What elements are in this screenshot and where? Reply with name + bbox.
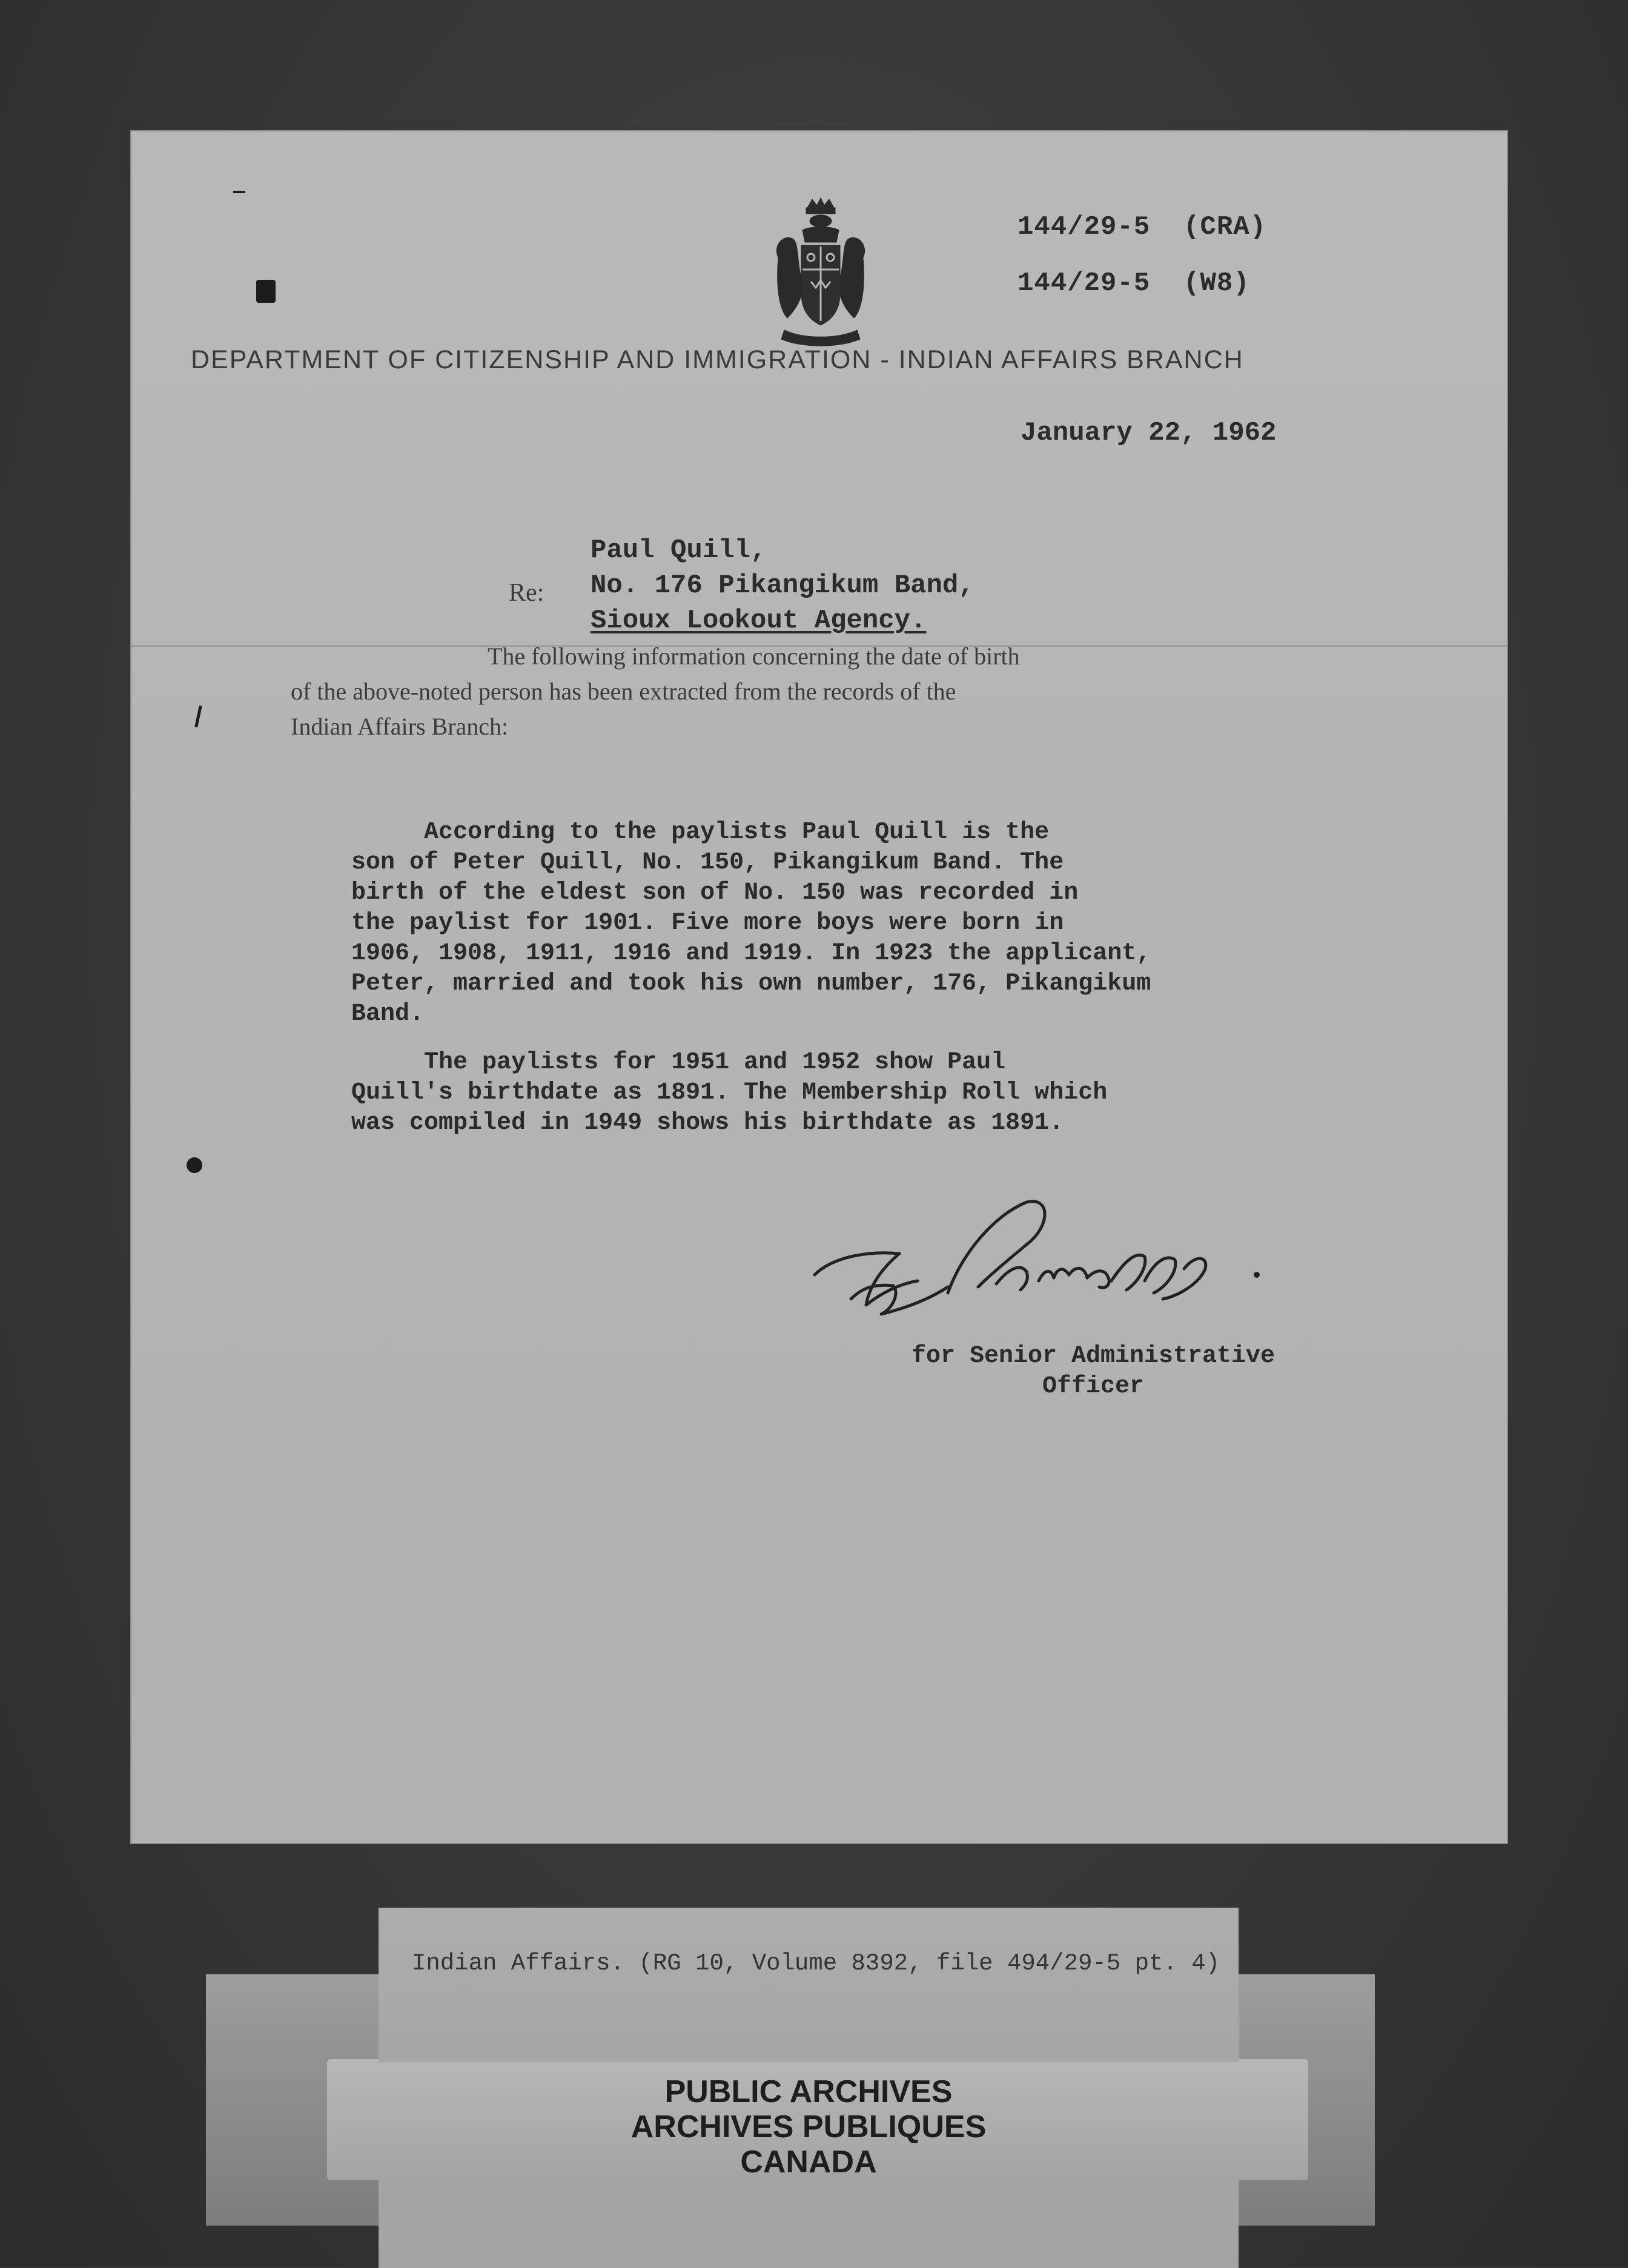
paragraph-line: birth of the eldest son of No. 150 was recorded in <box>351 879 1079 907</box>
paragraph-line: was compiled in 1949 shows his birthdate as 1891. <box>351 1109 1064 1137</box>
paragraph-line: Band. <box>351 1000 425 1028</box>
paragraph-line: Quill's birthdate as 1891. The Membership Roll which <box>351 1079 1108 1106</box>
paragraph-line: son of Peter Quill, No. 150, Pikangikum Band. The <box>351 849 1064 876</box>
intro-line: The following information concerning the date of birth <box>488 643 1020 670</box>
intro-line: Indian Affairs Branch: <box>291 713 509 740</box>
paragraph-birthdate <box>351 1048 1502 1139</box>
archive-stamp-line: ARCHIVES PUBLIQUES <box>630 2109 987 2144</box>
subject-name: Paul Quill, <box>591 535 767 566</box>
paragraph-line: the paylist for 1901. Five more boys were born in <box>351 910 1064 937</box>
paragraph-line: The paylists for 1951 and 1952 show Paul <box>351 1049 1006 1076</box>
intro-paragraph <box>291 639 1441 744</box>
archive-caption-cover <box>379 1908 1239 2062</box>
paragraph-line: Peter, married and took his own number, 176, Pikangikum <box>351 970 1151 997</box>
subject-block <box>591 533 974 638</box>
paragraph-line: 1906, 1908, 1911, 1916 and 1919. In 1923 the applicant, <box>351 940 1151 967</box>
paragraph-line: According to the paylists Paul Quill is the <box>351 819 1050 846</box>
paragraph-paylists <box>351 818 1502 1030</box>
scan-speck <box>187 1157 202 1173</box>
signatory-line: Officer <box>1042 1373 1145 1400</box>
file-reference-w8: 144/29-5 (W8) <box>1017 268 1250 299</box>
scan-speck <box>194 706 202 727</box>
re-label: Re: <box>509 579 544 607</box>
file-reference-cra: 144/29-5 (CRA) <box>1017 212 1267 242</box>
letter-sheet <box>130 130 1508 1844</box>
archive-caption: Indian Affairs. (RG 10, Volume 8392, file 494/29-5 pt. 4) <box>412 1950 1220 1977</box>
subject-agency: Sioux Lookout Agency. <box>591 606 927 636</box>
intro-line: of the above-noted person has been extracted from the records of the <box>291 678 956 705</box>
department-heading: DEPARTMENT OF CITIZENSHIP AND IMMIGRATION - INDIAN AFFAIRS BRANCH <box>191 345 1244 374</box>
letter-date: January 22, 1962 <box>1021 418 1277 448</box>
scan-speck <box>256 280 276 303</box>
coat-of-arms-icon <box>760 197 881 354</box>
archive-stamp-line: CANADA <box>740 2144 877 2180</box>
archive-stamp-line: PUBLIC ARCHIVES <box>664 2074 953 2109</box>
signature-icon <box>796 1178 1293 1354</box>
scan-speck <box>233 191 245 193</box>
archive-stamp <box>379 2074 1239 2180</box>
signatory-line: for Senior Administrative <box>911 1343 1276 1370</box>
subject-band: No. 176 Pikangikum Band, <box>591 570 974 601</box>
signatory-title <box>857 1341 1329 1402</box>
